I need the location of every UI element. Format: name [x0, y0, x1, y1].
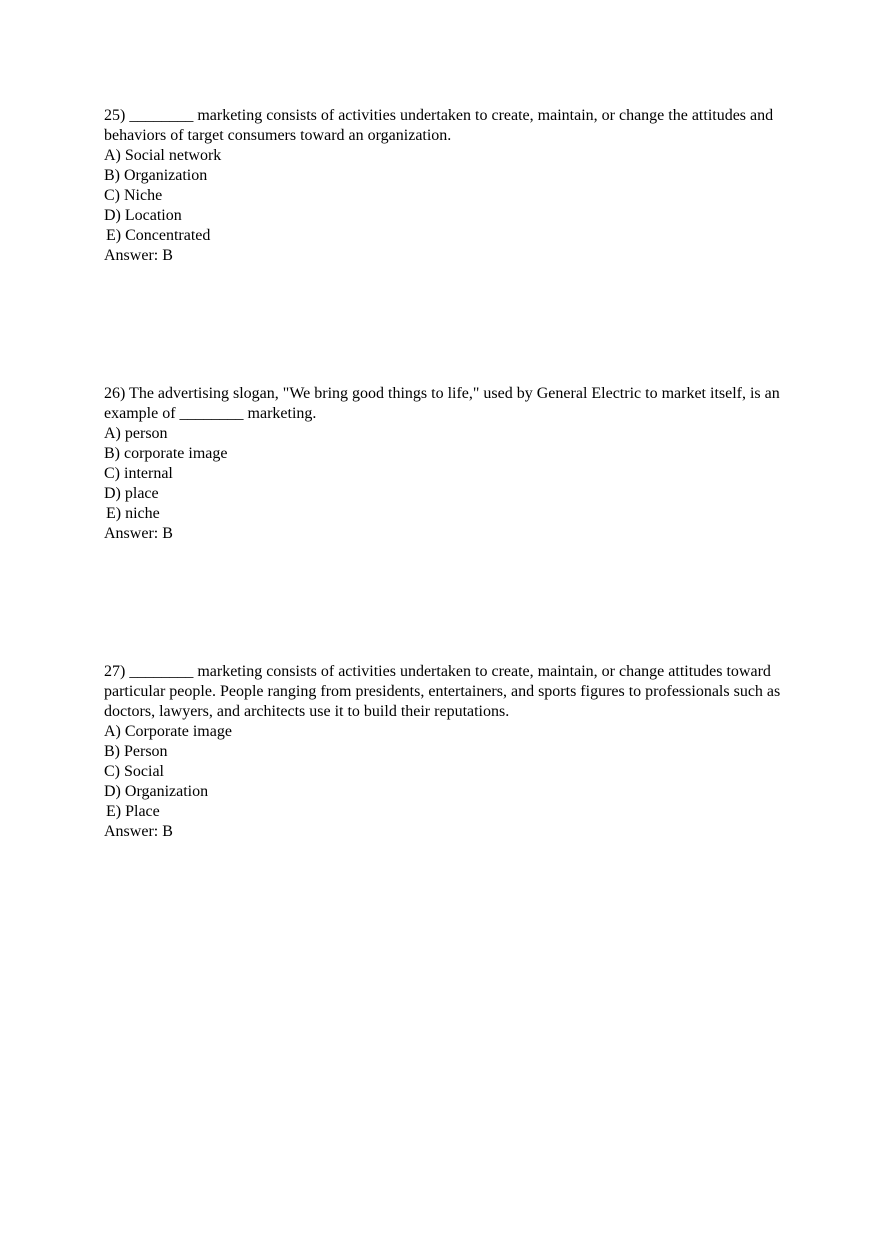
- option-b: B) corporate image: [104, 445, 228, 462]
- option-d: D) Location: [104, 207, 182, 224]
- option-c: C) internal: [104, 465, 173, 482]
- option-list: [104, 146, 784, 246]
- option-b: B) Organization: [104, 167, 208, 184]
- option-d: D) place: [104, 485, 159, 502]
- option-e: E) Concentrated: [106, 227, 211, 244]
- option-e: E) Place: [106, 803, 160, 820]
- question-stem: 27) ________ marketing consists of activities undertaken to create, maintain, or change attitudes toward particular people. People ranging from presidents, entertainers, and sports figures to professionals such as doctors, lawyers, and architects use it to build their reputations.: [104, 663, 781, 720]
- option-d: D) Organization: [104, 783, 209, 800]
- question-27: [104, 662, 784, 842]
- answer: Answer: B: [104, 247, 173, 264]
- option-b: B) Person: [104, 743, 168, 760]
- option-a: A) person: [104, 425, 168, 442]
- question-stem: 26) The advertising slogan, "We bring good things to life," used by General Electric to market itself, is an example of ________ marketing.: [104, 385, 780, 422]
- answer: Answer: B: [104, 525, 173, 542]
- option-c: C) Social: [104, 763, 164, 780]
- option-list: [104, 722, 784, 822]
- question-stem: 25) ________ marketing consists of activities undertaken to create, maintain, or change the attitudes and behaviors of target consumers toward an organization.: [104, 107, 774, 144]
- option-c: C) Niche: [104, 187, 163, 204]
- answer: Answer: B: [104, 823, 173, 840]
- question-26: [104, 384, 784, 544]
- option-a: A) Social network: [104, 147, 222, 164]
- option-e: E) niche: [106, 505, 160, 522]
- option-list: [104, 424, 784, 524]
- question-25: [104, 106, 784, 266]
- option-a: A) Corporate image: [104, 723, 232, 740]
